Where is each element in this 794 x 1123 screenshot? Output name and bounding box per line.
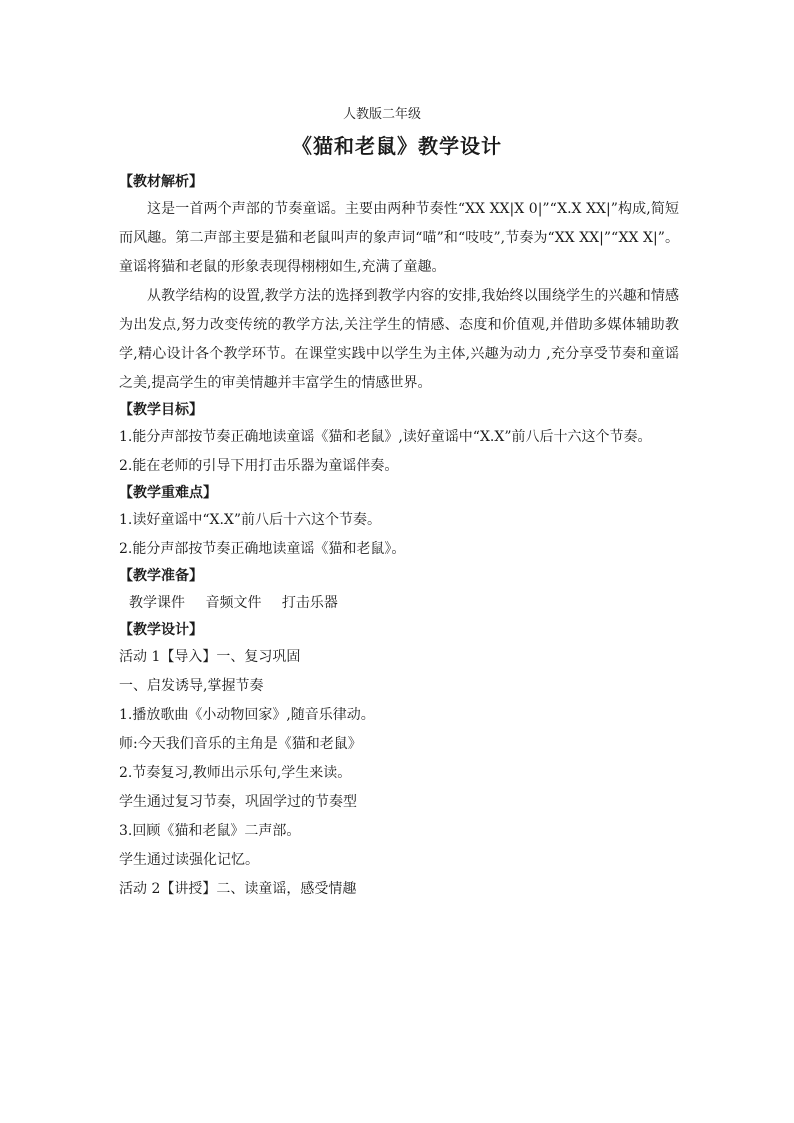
step-1: 1.播放歌曲《小动物回家》,随音乐律动。 <box>119 707 375 723</box>
analysis-paragraph-1: 这是一首两个声部的节奏童谣。主要由两种节奏性“XX XX|X 0|”“X.X XX|”构成,简短而风趣。第二声部主要是猫和老鼠叫声的象声词“喵”和“吱吱”,节奏为“XX XX|”“XX X|”。童谣将猫和老鼠的形象表现得栩栩如生,充满了童趣。 <box>119 201 679 275</box>
preparation-item: 教学课件 <box>129 595 185 611</box>
student-note-2: 学生通过读强化记忆。 <box>119 852 259 868</box>
key-point-1: 1.读好童谣中“X.X”前八后十六这个节奏。 <box>119 512 382 528</box>
goal-item-1: 1.能分声部按节奏正确地读童谣《猫和老鼠》,读好童谣中“X.X”前八后十六这个节奏。 <box>119 429 652 445</box>
step-heading: 一、启发诱导,掌握节奏 <box>119 678 264 694</box>
preparation-list <box>119 589 679 618</box>
grade-label: 人教版二年级 <box>342 107 421 122</box>
key-point-2: 2.能分声部按节奏正确地读童谣《猫和老鼠》。 <box>119 541 406 557</box>
analysis-paragraph-2: 从教学结构的设置,教学方法的选择到教学内容的安排,我始终以围绕学生的兴趣和情感为出发点,努力改变传统的教学方法,关注学生的情感、态度和价值观,并借助多媒体辅助教学,精心设计各个教学环节。在课堂实践中以学生为主体,兴趣为动力 ,充分享受节奏和童谣之美,提高学生的审美情趣并丰富学生的情感世界。 <box>119 288 679 391</box>
preparation-item: 音频文件 <box>205 595 262 611</box>
goal-item-2: 2.能在老师的引导下用打击乐器为童谣伴奏。 <box>119 458 399 474</box>
section-heading-preparation: 【教学准备】 <box>119 568 203 584</box>
step-2: 2.节奏复习,教师出示乐句,学生来读。 <box>119 765 352 781</box>
activity-2-title: 活动 2【讲授】二、读童谣，感受情趣 <box>119 881 357 897</box>
preparation-item: 打击乐器 <box>281 595 338 611</box>
document-body <box>119 170 679 904</box>
section-heading-analysis: 【教材解析】 <box>119 174 203 190</box>
document-title: 《猫和老鼠》教学设计 <box>292 134 502 158</box>
student-note-1: 学生通过复习节奏，巩固学过的节奏型 <box>119 794 357 810</box>
teacher-line: 师:今天我们音乐的主角是《猫和老鼠》 <box>119 736 362 752</box>
step-3: 3.回顾《猫和老鼠》二声部。 <box>119 823 301 839</box>
activity-1-title: 活动 1【导入】一、复习巩固 <box>119 649 301 665</box>
section-heading-goals: 【教学目标】 <box>119 402 203 418</box>
section-heading-key-points: 【教学重难点】 <box>119 485 217 501</box>
section-heading-design: 【教学设计】 <box>119 622 203 638</box>
